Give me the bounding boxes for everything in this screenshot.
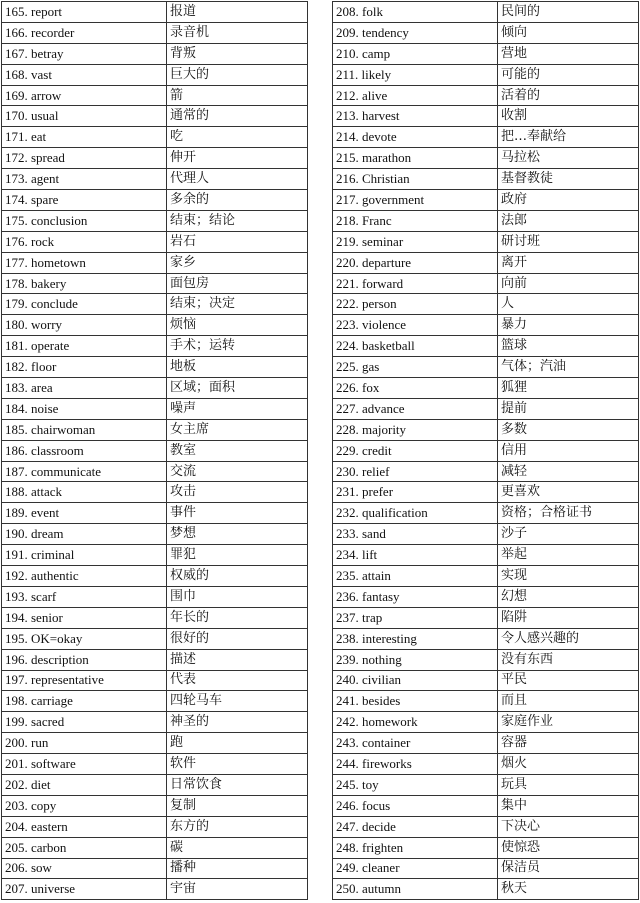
vocab-row (333, 64, 639, 85)
vocab-meaning: 巨大的 (167, 64, 308, 85)
vocab-row (2, 503, 308, 524)
vocab-row (333, 252, 639, 273)
vocab-meaning: 多余的 (167, 190, 308, 211)
vocab-meaning: 代表 (167, 670, 308, 691)
vocab-meaning: 年长的 (167, 607, 308, 628)
vocab-word: 217. government (333, 190, 498, 211)
vocab-word: 203. copy (2, 795, 167, 816)
vocab-word: 180. worry (2, 315, 167, 336)
vocab-meaning: 活着的 (498, 85, 639, 106)
vocab-row (2, 858, 308, 879)
vocab-meaning: 下决心 (498, 816, 639, 837)
vocab-row (333, 837, 639, 858)
vocab-meaning: 狐狸 (498, 378, 639, 399)
vocab-word: 249. cleaner (333, 858, 498, 879)
vocab-row (333, 210, 639, 231)
vocab-meaning: 结束；决定 (167, 294, 308, 315)
vocab-word: 182. floor (2, 357, 167, 378)
vocab-word: 230. relief (333, 461, 498, 482)
vocab-meaning: 箭 (167, 85, 308, 106)
vocab-row (2, 774, 308, 795)
vocab-word: 233. sand (333, 524, 498, 545)
vocab-word: 211. likely (333, 64, 498, 85)
vocab-row (2, 879, 308, 900)
vocab-meaning: 基督教徒 (498, 169, 639, 190)
vocab-meaning: 更喜欢 (498, 482, 639, 503)
vocab-word: 246. focus (333, 795, 498, 816)
vocab-meaning: 信用 (498, 440, 639, 461)
vocab-meaning: 手术；运转 (167, 336, 308, 357)
vocab-row (333, 419, 639, 440)
vocab-word: 181. operate (2, 336, 167, 357)
vocab-row (2, 649, 308, 670)
vocab-row (2, 816, 308, 837)
vocab-meaning: 背叛 (167, 43, 308, 64)
vocab-word: 187. communicate (2, 461, 167, 482)
vocab-row (333, 2, 639, 23)
vocab-meaning: 吃 (167, 127, 308, 148)
vocab-meaning: 民间的 (498, 2, 639, 23)
vocab-word: 240. civilian (333, 670, 498, 691)
vocab-meaning: 把…奉献给 (498, 127, 639, 148)
vocab-meaning: 马拉松 (498, 148, 639, 169)
vocab-meaning: 四轮马车 (167, 691, 308, 712)
vocab-word: 238. interesting (333, 628, 498, 649)
vocab-row (333, 169, 639, 190)
vocab-meaning: 提前 (498, 398, 639, 419)
vocabulary-table-right-body (333, 2, 639, 900)
vocab-word: 178. bakery (2, 273, 167, 294)
vocab-meaning: 事件 (167, 503, 308, 524)
vocab-row (2, 398, 308, 419)
vocab-meaning: 围巾 (167, 586, 308, 607)
vocab-row (2, 252, 308, 273)
vocab-word: 221. forward (333, 273, 498, 294)
vocab-meaning: 举起 (498, 545, 639, 566)
vocab-meaning: 没有东西 (498, 649, 639, 670)
vocab-row (2, 190, 308, 211)
vocab-word: 226. fox (333, 378, 498, 399)
vocab-meaning: 结束；结论 (167, 210, 308, 231)
vocab-word: 209. tendency (333, 22, 498, 43)
vocab-word: 214. devote (333, 127, 498, 148)
vocab-row (333, 816, 639, 837)
vocab-meaning: 跑 (167, 733, 308, 754)
vocab-word: 165. report (2, 2, 167, 23)
vocab-word: 192. authentic (2, 566, 167, 587)
vocab-word: 224. basketball (333, 336, 498, 357)
vocab-row (333, 774, 639, 795)
vocab-meaning: 离开 (498, 252, 639, 273)
vocab-row (2, 586, 308, 607)
vocab-meaning: 梦想 (167, 524, 308, 545)
vocab-word: 204. eastern (2, 816, 167, 837)
vocab-meaning: 播种 (167, 858, 308, 879)
vocab-word: 199. sacred (2, 712, 167, 733)
vocab-word: 170. usual (2, 106, 167, 127)
vocab-word: 225. gas (333, 357, 498, 378)
vocab-word: 244. fireworks (333, 754, 498, 775)
vocab-row (2, 210, 308, 231)
vocab-word: 215. marathon (333, 148, 498, 169)
vocab-word: 206. sow (2, 858, 167, 879)
vocab-word: 190. dream (2, 524, 167, 545)
vocab-meaning: 秋天 (498, 879, 639, 900)
vocab-row (333, 670, 639, 691)
vocab-row (333, 315, 639, 336)
vocab-row (2, 419, 308, 440)
vocab-meaning: 容器 (498, 733, 639, 754)
vocab-word: 185. chairwoman (2, 419, 167, 440)
vocab-meaning: 报道 (167, 2, 308, 23)
vocab-word: 176. rock (2, 231, 167, 252)
vocab-word: 223. violence (333, 315, 498, 336)
vocab-word: 228. majority (333, 419, 498, 440)
vocab-row (2, 315, 308, 336)
vocab-row (2, 440, 308, 461)
vocab-word: 166. recorder (2, 22, 167, 43)
vocabulary-table-right (332, 1, 639, 900)
vocab-meaning: 通常的 (167, 106, 308, 127)
vocab-meaning: 神圣的 (167, 712, 308, 733)
vocab-word: 234. lift (333, 545, 498, 566)
vocab-word: 188. attack (2, 482, 167, 503)
vocab-meaning: 气体；汽油 (498, 357, 639, 378)
vocab-row (2, 837, 308, 858)
vocab-meaning: 交流 (167, 461, 308, 482)
vocab-word: 189. event (2, 503, 167, 524)
vocab-word: 186. classroom (2, 440, 167, 461)
vocab-meaning: 碳 (167, 837, 308, 858)
vocab-meaning: 人 (498, 294, 639, 315)
vocab-word: 174. spare (2, 190, 167, 211)
vocab-row (333, 148, 639, 169)
vocab-meaning: 暴力 (498, 315, 639, 336)
vocab-meaning: 政府 (498, 190, 639, 211)
vocab-row (2, 461, 308, 482)
vocab-word: 201. software (2, 754, 167, 775)
vocab-row (333, 586, 639, 607)
vocab-word: 213. harvest (333, 106, 498, 127)
vocab-meaning: 篮球 (498, 336, 639, 357)
vocabulary-table-left-body (2, 2, 308, 900)
vocab-meaning: 很好的 (167, 628, 308, 649)
vocab-row (333, 336, 639, 357)
vocab-meaning: 营地 (498, 43, 639, 64)
vocab-meaning: 东方的 (167, 816, 308, 837)
vocab-word: 196. description (2, 649, 167, 670)
vocab-meaning: 减轻 (498, 461, 639, 482)
vocab-row (2, 795, 308, 816)
vocab-meaning: 向前 (498, 273, 639, 294)
vocab-row (2, 43, 308, 64)
vocab-word: 227. advance (333, 398, 498, 419)
vocab-row (2, 169, 308, 190)
vocab-meaning: 软件 (167, 754, 308, 775)
vocab-meaning: 沙子 (498, 524, 639, 545)
vocabulary-table-left (1, 1, 308, 900)
vocab-row (2, 733, 308, 754)
vocab-word: 195. OK=okay (2, 628, 167, 649)
vocab-word: 236. fantasy (333, 586, 498, 607)
vocab-meaning: 保洁员 (498, 858, 639, 879)
vocab-word: 212. alive (333, 85, 498, 106)
vocab-row (333, 106, 639, 127)
vocab-meaning: 多数 (498, 419, 639, 440)
vocab-row (333, 503, 639, 524)
vocab-meaning: 攻击 (167, 482, 308, 503)
vocab-meaning: 可能的 (498, 64, 639, 85)
vocab-row (2, 670, 308, 691)
vocab-row (2, 357, 308, 378)
vocab-word: 171. eat (2, 127, 167, 148)
vocab-word: 245. toy (333, 774, 498, 795)
vocab-word: 250. autumn (333, 879, 498, 900)
vocab-meaning: 权威的 (167, 566, 308, 587)
vocab-row (2, 64, 308, 85)
vocab-word: 247. decide (333, 816, 498, 837)
vocab-word: 177. hometown (2, 252, 167, 273)
vocab-word: 231. prefer (333, 482, 498, 503)
vocab-row (333, 712, 639, 733)
vocab-word: 248. frighten (333, 837, 498, 858)
vocab-row (333, 273, 639, 294)
vocab-word: 218. Franc (333, 210, 498, 231)
vocab-row (333, 545, 639, 566)
vocab-meaning: 复制 (167, 795, 308, 816)
vocab-word: 175. conclusion (2, 210, 167, 231)
vocab-row (2, 524, 308, 545)
vocab-word: 198. carriage (2, 691, 167, 712)
vocab-meaning: 区域；面积 (167, 378, 308, 399)
vocab-word: 194. senior (2, 607, 167, 628)
vocab-word: 173. agent (2, 169, 167, 190)
vocab-row (333, 524, 639, 545)
vocab-word: 219. seminar (333, 231, 498, 252)
vocab-row (333, 461, 639, 482)
vocab-row (2, 607, 308, 628)
vocab-word: 232. qualification (333, 503, 498, 524)
vocab-meaning: 法郎 (498, 210, 639, 231)
vocab-meaning: 地板 (167, 357, 308, 378)
vocab-word: 242. homework (333, 712, 498, 733)
vocab-row (333, 43, 639, 64)
vocab-meaning: 岩石 (167, 231, 308, 252)
vocab-meaning: 倾向 (498, 22, 639, 43)
vocab-meaning: 宇宙 (167, 879, 308, 900)
vocab-row (2, 2, 308, 23)
vocab-meaning: 录音机 (167, 22, 308, 43)
vocab-row (333, 294, 639, 315)
vocab-meaning: 使惊恐 (498, 837, 639, 858)
vocab-row (2, 106, 308, 127)
vocab-word: 183. area (2, 378, 167, 399)
vocab-word: 216. Christian (333, 169, 498, 190)
vocab-row (333, 858, 639, 879)
vocab-word: 220. departure (333, 252, 498, 273)
vocab-meaning: 令人感兴趣的 (498, 628, 639, 649)
vocab-meaning: 实现 (498, 566, 639, 587)
vocab-row (333, 691, 639, 712)
vocab-row (333, 378, 639, 399)
vocab-row (2, 273, 308, 294)
vocab-word: 200. run (2, 733, 167, 754)
vocab-meaning: 家乡 (167, 252, 308, 273)
vocab-row (333, 566, 639, 587)
vocab-word: 169. arrow (2, 85, 167, 106)
vocab-meaning: 幻想 (498, 586, 639, 607)
vocab-row (2, 231, 308, 252)
vocab-row (2, 482, 308, 503)
vocab-word: 205. carbon (2, 837, 167, 858)
vocab-row (333, 440, 639, 461)
vocab-word: 243. container (333, 733, 498, 754)
vocab-row (333, 231, 639, 252)
vocab-row (333, 795, 639, 816)
vocab-word: 168. vast (2, 64, 167, 85)
vocab-word: 235. attain (333, 566, 498, 587)
vocab-meaning: 噪声 (167, 398, 308, 419)
vocab-row (2, 336, 308, 357)
vocab-word: 179. conclude (2, 294, 167, 315)
vocab-meaning: 陷阱 (498, 607, 639, 628)
vocab-word: 193. scarf (2, 586, 167, 607)
vocab-word: 191. criminal (2, 545, 167, 566)
vocab-word: 210. camp (333, 43, 498, 64)
vocab-row (333, 607, 639, 628)
vocab-meaning: 烟火 (498, 754, 639, 775)
vocab-meaning: 描述 (167, 649, 308, 670)
vocab-row (333, 398, 639, 419)
vocab-meaning: 伸开 (167, 148, 308, 169)
vocab-meaning: 收割 (498, 106, 639, 127)
vocab-row (333, 754, 639, 775)
vocab-row (333, 357, 639, 378)
vocab-word: 239. nothing (333, 649, 498, 670)
vocab-word: 207. universe (2, 879, 167, 900)
vocab-row (333, 127, 639, 148)
vocab-meaning: 研讨班 (498, 231, 639, 252)
vocab-row (333, 22, 639, 43)
vocab-row (333, 879, 639, 900)
vocab-row (2, 712, 308, 733)
vocab-meaning: 平民 (498, 670, 639, 691)
vocab-word: 197. representative (2, 670, 167, 691)
vocab-row (2, 127, 308, 148)
vocab-row (2, 22, 308, 43)
vocab-row (2, 628, 308, 649)
vocab-row (333, 85, 639, 106)
vocab-meaning: 玩具 (498, 774, 639, 795)
vocab-row (2, 294, 308, 315)
vocab-meaning: 罪犯 (167, 545, 308, 566)
vocab-row (333, 628, 639, 649)
vocab-row (2, 378, 308, 399)
vocab-row (2, 754, 308, 775)
vocab-row (333, 482, 639, 503)
vocab-row (2, 545, 308, 566)
vocab-row (2, 691, 308, 712)
vocab-word: 208. folk (333, 2, 498, 23)
vocab-word: 202. diet (2, 774, 167, 795)
vocab-meaning: 代理人 (167, 169, 308, 190)
vocab-meaning: 教室 (167, 440, 308, 461)
vocab-meaning: 资格；合格证书 (498, 503, 639, 524)
vocab-word: 172. spread (2, 148, 167, 169)
vocab-word: 222. person (333, 294, 498, 315)
vocab-meaning: 日常饮食 (167, 774, 308, 795)
vocab-row (2, 566, 308, 587)
vocab-word: 184. noise (2, 398, 167, 419)
vocab-meaning: 烦恼 (167, 315, 308, 336)
vocab-word: 237. trap (333, 607, 498, 628)
vocab-row (333, 649, 639, 670)
vocab-word: 229. credit (333, 440, 498, 461)
vocab-meaning: 女主席 (167, 419, 308, 440)
vocab-word: 167. betray (2, 43, 167, 64)
vocab-meaning: 家庭作业 (498, 712, 639, 733)
vocab-meaning: 而且 (498, 691, 639, 712)
vocab-meaning: 面包房 (167, 273, 308, 294)
vocab-row (2, 148, 308, 169)
vocab-row (333, 733, 639, 754)
vocab-row (2, 85, 308, 106)
vocab-word: 241. besides (333, 691, 498, 712)
vocab-meaning: 集中 (498, 795, 639, 816)
vocab-row (333, 190, 639, 211)
